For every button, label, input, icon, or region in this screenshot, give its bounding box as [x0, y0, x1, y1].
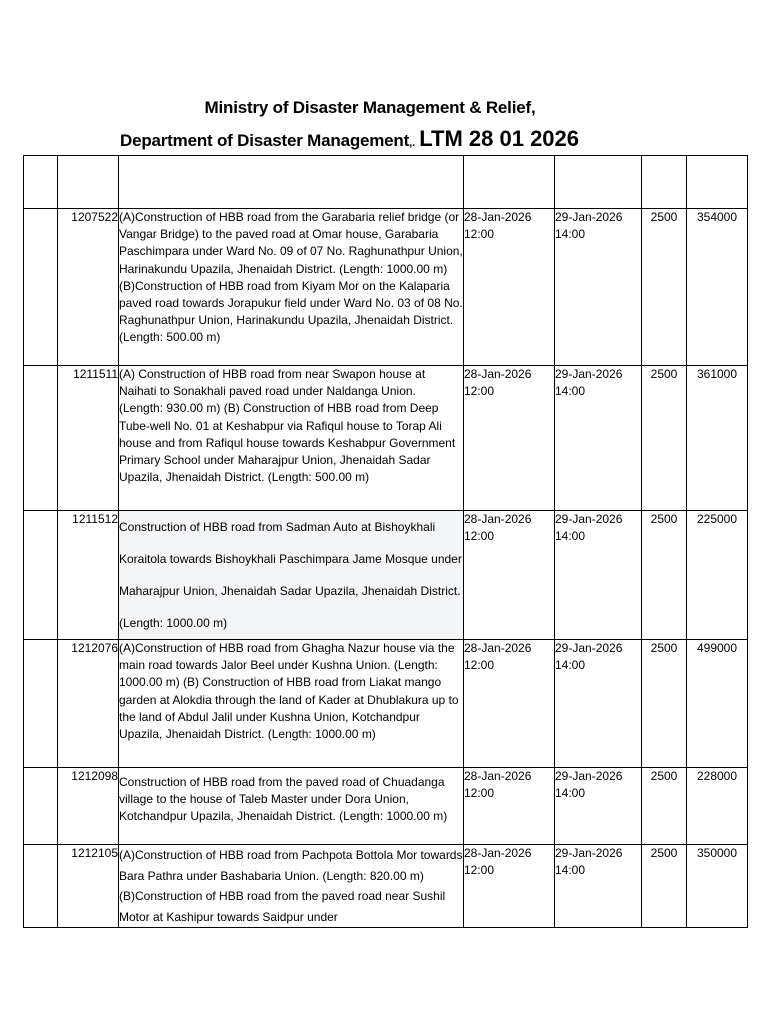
tender-table — [23, 155, 748, 928]
closing-date: 29-Jan-2026 — [555, 367, 623, 381]
closing-date: 29-Jan-2026 — [555, 769, 623, 783]
opening-datetime — [464, 209, 555, 366]
opening-datetime — [464, 640, 555, 768]
tender-code: 1211512 — [58, 511, 119, 640]
estimated-amount: 361000 — [687, 366, 748, 511]
closing-datetime — [555, 640, 642, 768]
header-cell-code — [58, 156, 119, 209]
estimated-amount: 499000 — [687, 640, 748, 768]
closing-datetime — [555, 366, 642, 511]
serial-cell — [24, 511, 58, 640]
header-cell-description — [119, 156, 464, 209]
estimated-amount: 225000 — [687, 511, 748, 640]
closing-time: 14:00 — [555, 529, 586, 544]
table-row — [24, 768, 748, 845]
closing-date: 29-Jan-2026 — [555, 512, 623, 526]
opening-date: 28-Jan-2026 — [464, 769, 532, 783]
estimated-amount: 228000 — [687, 768, 748, 845]
opening-time: 12:00 — [464, 227, 495, 242]
closing-datetime — [555, 511, 642, 640]
table-row — [24, 511, 748, 640]
closing-datetime — [555, 845, 642, 928]
work-description: (A)Construction of HBB road from Ghagha Nazur house via the main road towards Jalor Beel under Kushna Union. (Length: 1000.00 m) (B) Construction of HBB road from Liakat mango garden at Alokdia through the land of Kader at Dhublakura up to the land of Abdul Jalil under Kushna Union, Kotchandpur Upazila, Jhenaidah District. (Length: 1000.00 m) — [119, 640, 464, 768]
work-description: Construction of HBB road from Sadman Auto at Bishoykhali Koraitola towards Bishoykhali Paschimpara Jame Mosque under Maharajpur Union, Jhenaidah Sadar Upazila, Jhenaidah District. (Length: 1000.00 m) — [119, 511, 464, 640]
opening-date: 28-Jan-2026 — [464, 846, 532, 860]
closing-date: 29-Jan-2026 — [555, 210, 623, 224]
opening-time: 12:00 — [464, 529, 495, 544]
opening-time: 12:00 — [464, 658, 495, 673]
work-description: (A)Construction of HBB road from Pachpota Bottola Mor towards Bara Pathra under Bashabaria Union. (Length: 820.00 m)(B)Construction of HBB road from the paved road near Sushil Motor at Kashipur towards Saidpur under — [119, 845, 464, 928]
table-row — [24, 209, 748, 366]
tender-code: 1212076 — [58, 640, 119, 768]
header-cell-amount — [687, 156, 748, 209]
closing-time: 14:00 — [555, 658, 586, 673]
table-row — [24, 640, 748, 768]
opening-time: 12:00 — [464, 863, 495, 878]
document-fee: 2500 — [642, 511, 687, 640]
closing-time: 14:00 — [555, 227, 586, 242]
document-fee: 2500 — [642, 845, 687, 928]
opening-time: 12:00 — [464, 384, 495, 399]
closing-date: 29-Jan-2026 — [555, 846, 623, 860]
estimated-amount: 350000 — [687, 845, 748, 928]
closing-date: 29-Jan-2026 — [555, 641, 623, 655]
document-fee: 2500 — [642, 366, 687, 511]
estimated-amount: 354000 — [687, 209, 748, 366]
opening-datetime — [464, 366, 555, 511]
opening-date: 28-Jan-2026 — [464, 210, 532, 224]
header-cell-start — [464, 156, 555, 209]
table-header-row — [24, 156, 748, 209]
department-name: Department of Disaster Management — [120, 131, 410, 150]
tender-code: 1212098 — [58, 768, 119, 845]
header-cell-serial — [24, 156, 58, 209]
work-description: (A)Construction of HBB road from the Garabaria relief bridge (or Vangar Bridge) to the paved road at Omar house, Garabaria Paschimpara under Ward No. 09 of 07 No. Raghunathpur Union, Harinakundu Upazila, Jhenaidah District. (Length: 1000.00 m) (B)Construction of HBB road from Kiyam Mor on the Kalaparia paved road towards Jorapukur field under Ward No. 03 of 08 No. Raghunathpur Union, Harinakundu Upazila, Jhenaidah District. (Length: 500.00 m) — [119, 209, 464, 366]
serial-cell — [24, 768, 58, 845]
table-row — [24, 845, 748, 928]
opening-datetime — [464, 845, 555, 928]
tender-code: 1211511 — [58, 366, 119, 511]
closing-time: 14:00 — [555, 786, 586, 801]
department-title-line — [120, 126, 579, 152]
tender-code: 1212105 — [58, 845, 119, 928]
opening-date: 28-Jan-2026 — [464, 641, 532, 655]
opening-time: 12:00 — [464, 786, 495, 801]
serial-cell — [24, 209, 58, 366]
serial-cell — [24, 366, 58, 511]
opening-datetime — [464, 511, 555, 640]
closing-time: 14:00 — [555, 863, 586, 878]
table-row — [24, 366, 748, 511]
opening-date: 28-Jan-2026 — [464, 512, 532, 526]
header-cell-end — [555, 156, 642, 209]
document-fee: 2500 — [642, 768, 687, 845]
closing-datetime — [555, 768, 642, 845]
work-description: Construction of HBB road from the paved road of Chuadanga village to the house of Taleb Master under Dora Union, Kotchandpur Upazila, Jhenaidah District. (Length: 1000.00 m) — [119, 768, 464, 845]
header-cell-fee — [642, 156, 687, 209]
serial-cell — [24, 640, 58, 768]
document-fee: 2500 — [642, 640, 687, 768]
title-separator: ,. — [409, 137, 416, 149]
tender-code: 1207522 — [58, 209, 119, 366]
ltm-date: LTM 28 01 2026 — [419, 126, 580, 151]
work-description: (A) Construction of HBB road from near Swapon house at Naihati to Sonakhali paved road under Naldanga Union. (Length: 930.00 m) (B) Construction of HBB road from Deep Tube-well No. 01 at Keshabpur via Rafiqul house to Torap Ali house and from Rafiqul house towards Keshabpur Government Primary School under Maharajpur Union, Jhenaidah Sadar Upazila, Jhenaidah District. (Length: 500.00 m) — [119, 366, 464, 511]
closing-time: 14:00 — [555, 384, 586, 399]
document-fee: 2500 — [642, 209, 687, 366]
opening-date: 28-Jan-2026 — [464, 367, 532, 381]
ministry-title: Ministry of Disaster Management & Relief, — [204, 98, 536, 117]
serial-cell — [24, 845, 58, 928]
closing-datetime — [555, 209, 642, 366]
opening-datetime — [464, 768, 555, 845]
